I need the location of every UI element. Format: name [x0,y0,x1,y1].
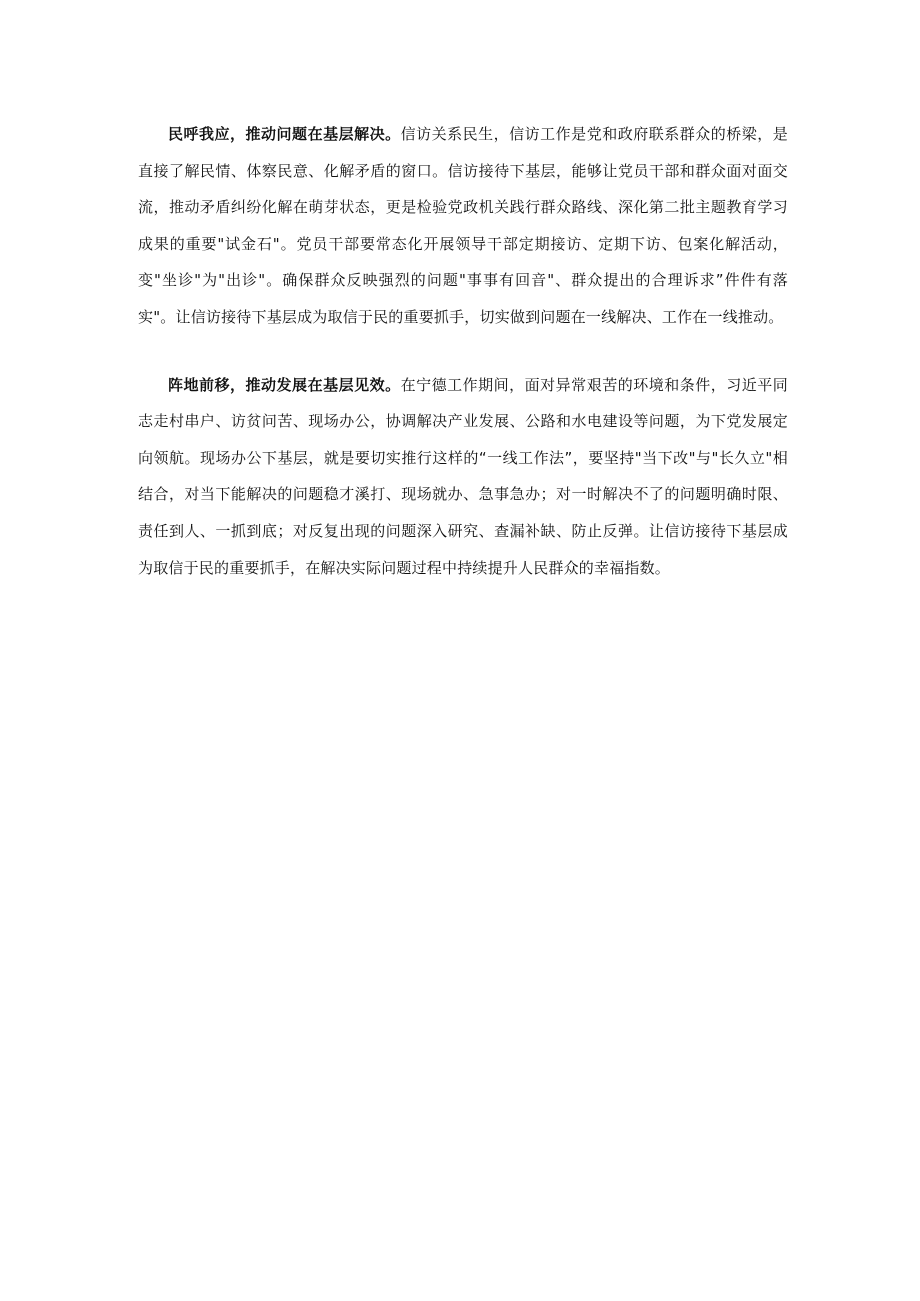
document-body [138,116,788,586]
paragraph-1-body: 信访关系民生，信访工作是党和政府联系群众的桥梁，是直接了解民情、体察民意、化解矛盾的窗口。信访接待下基层，能够让党员干部和群众面对面交流，推动矛盾纠纷化解在萌芽状态，更是检验党政机关践行群众路线、深化第二批主题教育学习成果的重要"试金石"。党员干部要常态化开展领导干部定期接访、定期下访、包案化解活动，变"坐诊"为"出诊"。确保群众反映强烈的问题"事事有回音"、群众提出的合理诉求”件件有落实"。让信访接待下基层成为取信于民的重要抓手，切实做到问题在一线解决、工作在一线推动。 [138,125,788,326]
paragraph-2-lead: 阵地前移，推动发展在基层见效。 [168,375,401,394]
paragraph-2-body: 在宁德工作期间，面对异常艰苦的环境和条件，习近平同志走村串户、访贫问苦、现场办公，协调解决产业发展、公路和水电建设等问题，为下党发展定向领航。现场办公下基层，就是要切实推行这样的“一线工作法”，要坚持"当下改"与"长久立"相结合，对当下能解决的问题稳才溪打、现场就办、急事急办；对一时解决不了的问题明确时限、责任到人、一抓到底；对反复出现的问题深入研究、查漏补缺、防止反弹。让信访接待下基层成为取信于民的重要抓手，在解决实际问题过程中持续提升人民群众的幸福指数。 [138,375,788,577]
paragraph-1 [138,116,788,336]
paragraph-2 [138,367,788,587]
paragraph-1-lead: 民呼我应，推动问题在基层解决。 [168,125,401,143]
